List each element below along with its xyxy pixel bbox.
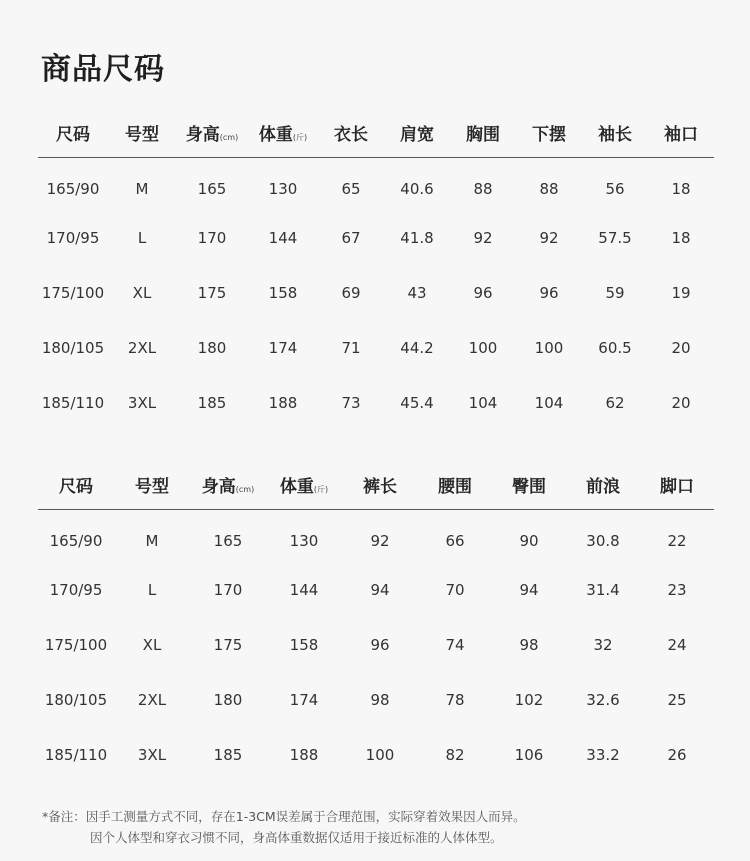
table-cell: 175 <box>197 283 227 302</box>
table-cell: 65 <box>341 179 361 198</box>
table-row <box>38 366 714 440</box>
column-header <box>640 459 714 510</box>
table-cell: 130 <box>289 531 319 550</box>
table-cell: 188 <box>289 745 319 764</box>
size-note <box>42 806 526 848</box>
column-header-label: 胸围 <box>466 124 500 145</box>
table-cell: 25 <box>667 690 687 709</box>
table-cell: 71 <box>341 338 361 357</box>
column-header-unit: (斤) <box>292 132 308 142</box>
column-header <box>38 107 108 158</box>
table-cell: 20 <box>671 338 691 357</box>
column-header-label: 下摆 <box>532 124 566 145</box>
table-row <box>38 330 714 366</box>
table-cell: 24 <box>667 635 687 654</box>
column-header <box>248 107 318 158</box>
table-cell: 33.2 <box>586 745 620 764</box>
table-cell: 57.5 <box>598 228 632 247</box>
table-cell: 96 <box>370 635 390 654</box>
table-cell: 104 <box>534 393 564 412</box>
column-header-unit: (斤) <box>313 484 329 494</box>
table-cell: 62 <box>605 393 625 412</box>
table-cell: 130 <box>268 179 298 198</box>
table-row <box>38 510 714 572</box>
table-cell: 67 <box>341 228 361 247</box>
table-cell: 170/95 <box>46 228 100 247</box>
table-cell: 92 <box>370 531 390 550</box>
table-cell: 23 <box>667 580 687 599</box>
table-cell: 3XL <box>127 393 157 412</box>
table-cell: 144 <box>289 580 319 599</box>
column-header-label: 尺码 <box>56 124 90 145</box>
column-header-label: 袖长 <box>598 124 632 145</box>
table-cell: 88 <box>539 179 559 198</box>
table-header-row <box>38 459 714 510</box>
table-cell: 96 <box>473 283 493 302</box>
table-cell: M <box>135 179 149 198</box>
column-header-label: 裤长 <box>363 476 397 497</box>
page-title: 商品尺码 <box>41 52 165 87</box>
table-cell: 185/110 <box>44 745 108 764</box>
table-cell: 144 <box>268 228 298 247</box>
column-header <box>418 459 492 510</box>
table-row <box>38 572 714 608</box>
table-cell: XL <box>142 635 162 654</box>
table-cell: 104 <box>468 393 498 412</box>
column-header-label: 衣长 <box>334 124 368 145</box>
column-header <box>176 107 248 158</box>
column-header-label: 身高 <box>185 124 220 145</box>
table-cell: 180 <box>213 690 243 709</box>
table-cell: 18 <box>671 228 691 247</box>
table-cell: 56 <box>605 179 625 198</box>
table-cell: 102 <box>514 690 544 709</box>
table-cell: 26 <box>667 745 687 764</box>
table-row <box>38 256 714 330</box>
table-cell: 180 <box>197 338 227 357</box>
table-cell: 18 <box>671 179 691 198</box>
note-line: *备注：因手工测量方式不同，存在1-3CM误差属于合理范围，实际穿着效果因人而异。 <box>42 809 526 824</box>
column-header-label: 袖口 <box>664 124 698 145</box>
table-cell: L <box>137 228 147 247</box>
table-cell: 2XL <box>127 338 157 357</box>
table-cell: 70 <box>445 580 465 599</box>
table-cell: 60.5 <box>598 338 632 357</box>
table-cell: 98 <box>519 635 539 654</box>
column-header <box>190 459 266 510</box>
table-cell: 174 <box>268 338 298 357</box>
table-cell: 158 <box>268 283 298 302</box>
column-header <box>114 459 190 510</box>
table-cell: 96 <box>539 283 559 302</box>
table-cell: 3XL <box>137 745 167 764</box>
table-cell: 174 <box>289 690 319 709</box>
table-cell: 170 <box>213 580 243 599</box>
column-header-label: 号型 <box>125 124 159 145</box>
table-cell: 73 <box>341 393 361 412</box>
table-row <box>38 158 714 220</box>
table-cell: 100 <box>365 745 395 764</box>
column-header <box>318 107 384 158</box>
column-header <box>266 459 342 510</box>
table-cell: 165/90 <box>46 179 100 198</box>
table-cell: 82 <box>445 745 465 764</box>
table-cell: 19 <box>671 283 691 302</box>
column-header-label: 前浪 <box>586 476 620 497</box>
column-header-label: 腰围 <box>438 476 472 497</box>
table-cell: 185/110 <box>41 393 105 412</box>
table-cell: 88 <box>473 179 493 198</box>
column-header <box>108 107 176 158</box>
column-header <box>384 107 450 158</box>
table-cell: L <box>147 580 157 599</box>
table-header-row <box>38 107 714 158</box>
table-cell: 31.4 <box>586 580 620 599</box>
table-cell: 78 <box>445 690 465 709</box>
table-cell: 74 <box>445 635 465 654</box>
column-header <box>516 107 582 158</box>
column-header-label: 体重 <box>279 476 314 497</box>
table-cell: 180/105 <box>41 338 105 357</box>
table-cell: 92 <box>539 228 559 247</box>
note-line: 因个人体型和穿衣习惯不同，身高体重数据仅适用于接近标准的人体体型。 <box>90 830 503 845</box>
column-header <box>492 459 566 510</box>
table-row <box>38 220 714 256</box>
column-header-unit: (cm) <box>219 132 239 142</box>
column-header <box>566 459 640 510</box>
column-header <box>342 459 418 510</box>
column-header <box>450 107 516 158</box>
table-cell: 175 <box>213 635 243 654</box>
table-cell: XL <box>132 283 152 302</box>
table-cell: 44.2 <box>400 338 434 357</box>
table-cell: 158 <box>289 635 319 654</box>
table-cell: 2XL <box>137 690 167 709</box>
column-header-label: 肩宽 <box>400 124 434 145</box>
table-cell: 175/100 <box>44 635 108 654</box>
table-cell: 66 <box>445 531 465 550</box>
table-cell: 188 <box>268 393 298 412</box>
column-header <box>648 107 714 158</box>
pants-size-table <box>38 459 714 792</box>
table-cell: 165 <box>197 179 227 198</box>
table-cell: 22 <box>667 531 687 550</box>
table-cell: 180/105 <box>44 690 108 709</box>
table-cell: 106 <box>514 745 544 764</box>
table-cell: 94 <box>370 580 390 599</box>
table-cell: 32.6 <box>586 690 620 709</box>
table-cell: M <box>145 531 159 550</box>
table-cell: 41.8 <box>400 228 434 247</box>
table-cell: 100 <box>534 338 564 357</box>
table-cell: 32 <box>593 635 613 654</box>
tops-size-table <box>38 107 714 440</box>
table-cell: 170 <box>197 228 227 247</box>
column-header <box>38 459 114 510</box>
column-header-label: 体重 <box>258 124 293 145</box>
table-cell: 43 <box>407 283 427 302</box>
table-cell: 170/95 <box>49 580 103 599</box>
table-cell: 30.8 <box>586 531 620 550</box>
table-cell: 20 <box>671 393 691 412</box>
table-cell: 69 <box>341 283 361 302</box>
column-header-label: 身高 <box>201 476 236 497</box>
table-row <box>38 682 714 718</box>
table-cell: 98 <box>370 690 390 709</box>
table-cell: 59 <box>605 283 625 302</box>
table-cell: 94 <box>519 580 539 599</box>
table-row <box>38 608 714 682</box>
table-cell: 45.4 <box>400 393 434 412</box>
table-cell: 165/90 <box>49 531 103 550</box>
table-cell: 175/100 <box>41 283 105 302</box>
table-cell: 92 <box>473 228 493 247</box>
column-header-label: 尺码 <box>59 476 93 497</box>
column-header-label: 臀围 <box>512 476 546 497</box>
table-cell: 185 <box>197 393 227 412</box>
table-cell: 40.6 <box>400 179 434 198</box>
column-header-label: 号型 <box>135 476 169 497</box>
table-cell: 100 <box>468 338 498 357</box>
column-header-unit: (cm) <box>235 484 255 494</box>
column-header <box>582 107 648 158</box>
table-cell: 90 <box>519 531 539 550</box>
column-header-label: 脚口 <box>660 476 694 497</box>
table-cell: 185 <box>213 745 243 764</box>
table-cell: 165 <box>213 531 243 550</box>
table-row <box>38 718 714 792</box>
